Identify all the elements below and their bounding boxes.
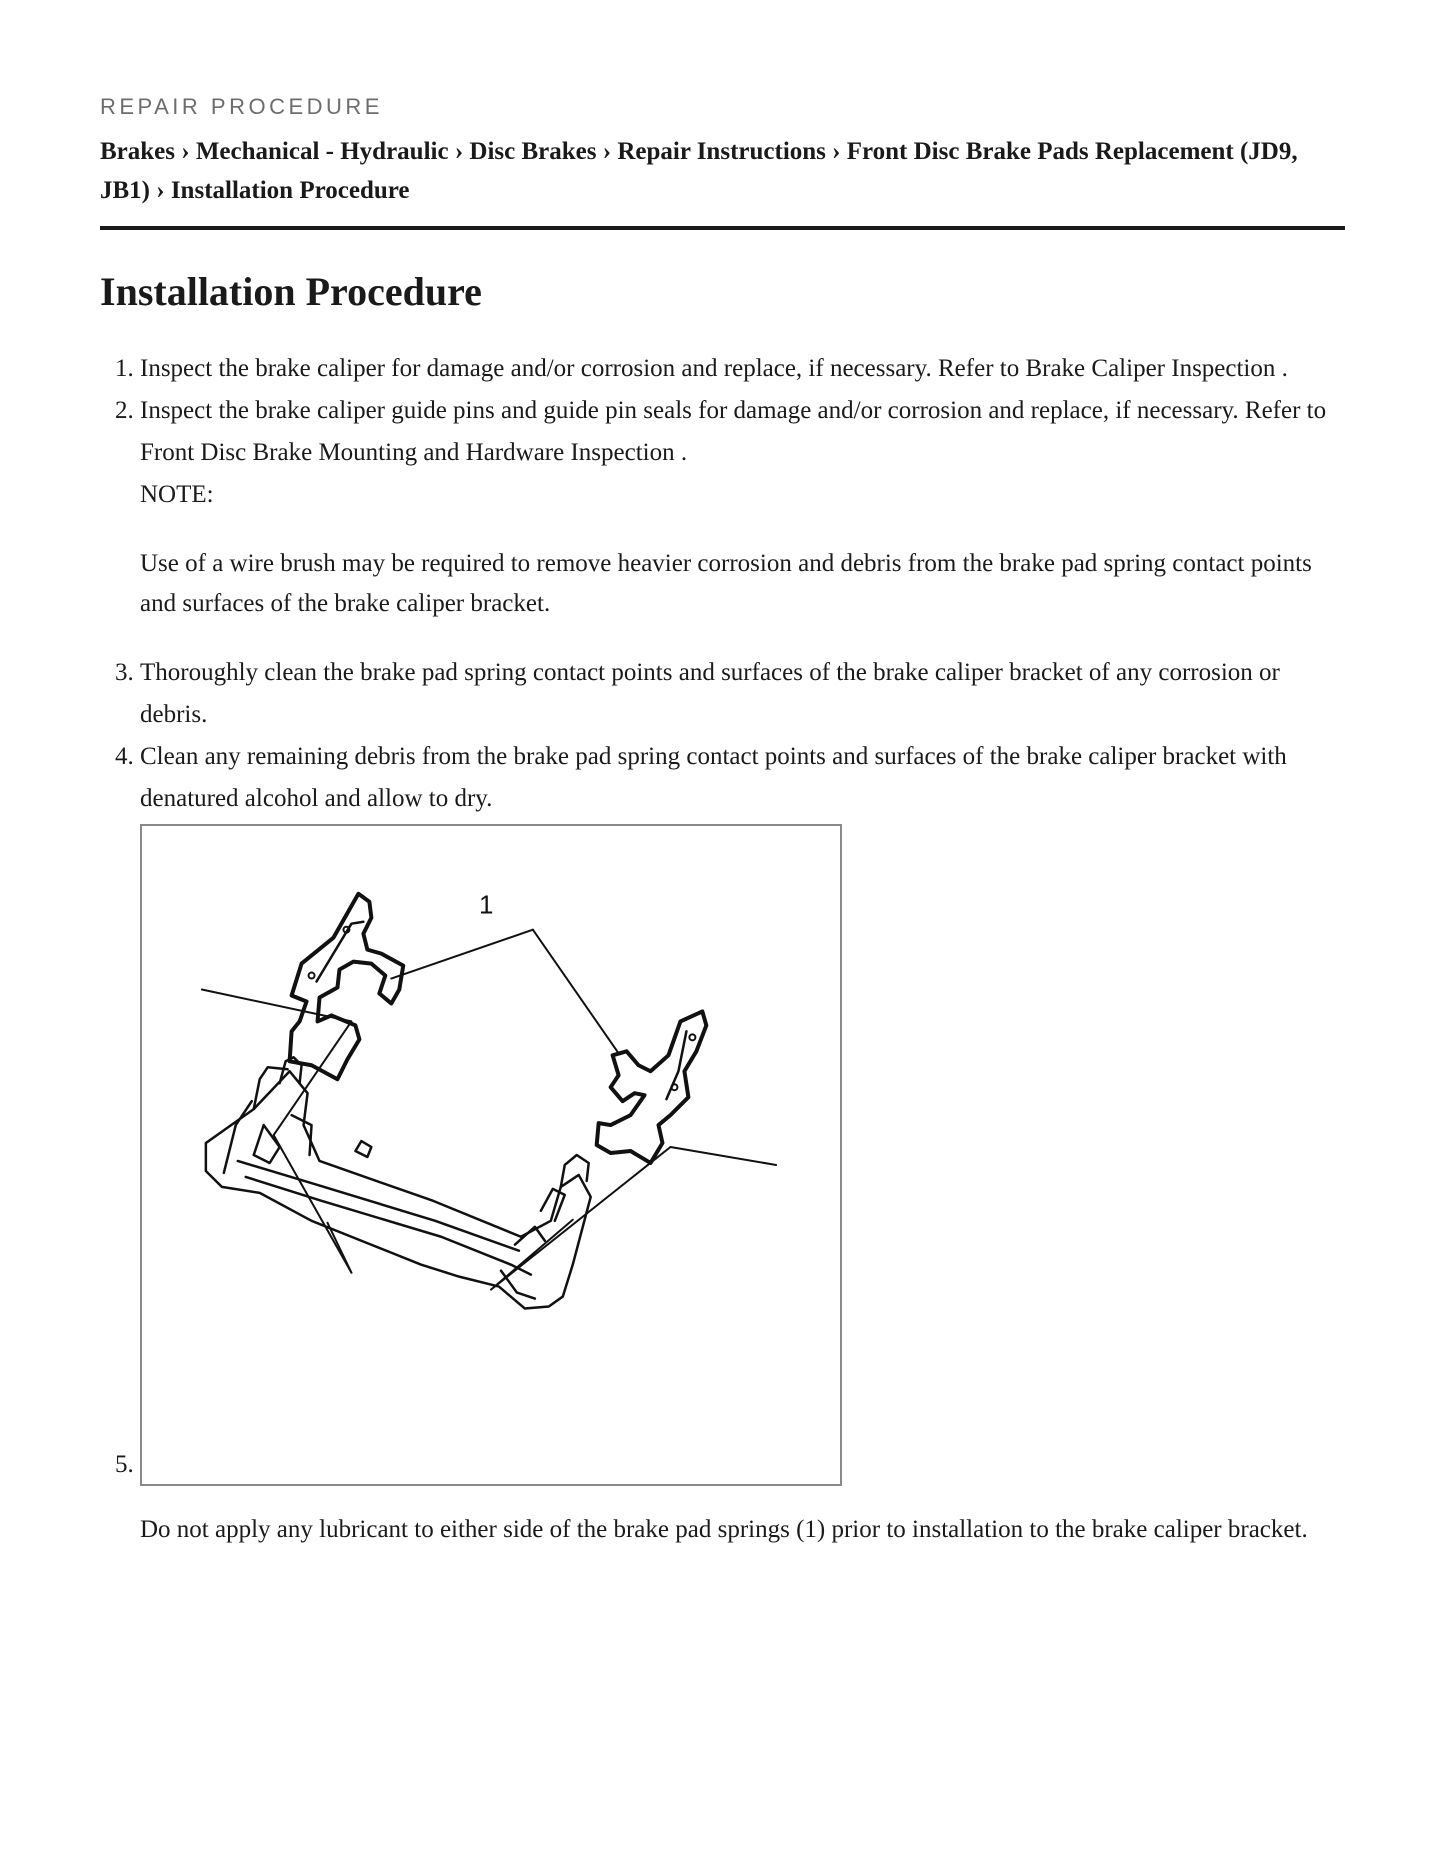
step-4 [140, 736, 1345, 820]
document-page [100, 92, 1345, 1551]
brake-pad-springs-illustration [140, 824, 842, 1486]
left-brake-pad-spring [290, 894, 404, 1079]
breadcrumb-separator: › [181, 138, 196, 165]
step-2 [140, 390, 1345, 624]
step-3 [140, 652, 1345, 736]
step-text: Inspect the brake caliper for damage and/or corrosion and replace, if necessary. Refer to Brake Caliper Inspection . [140, 355, 1288, 382]
breadcrumb-item-front-disc-brake-pads[interactable]: Front Disc Brake Pads Replacement (JD9, JB1) [100, 138, 1298, 204]
note-text: Use of a wire brush may be required to remove heavier corrosion and debris from the brake pad spring contact points and surfaces of the brake caliper bracket. [140, 550, 1312, 617]
breadcrumb-item-repair-instructions[interactable]: Repair Instructions [617, 138, 826, 165]
step-1 [140, 348, 1345, 390]
procedure-steps [100, 348, 1345, 1551]
step-text: Clean any remaining debris from the brake pad spring contact points and surfaces of the brake caliper bracket with denatured alcohol and allow to dry. [140, 743, 1287, 812]
breadcrumb-separator: › [156, 177, 171, 204]
breadcrumb [100, 132, 1345, 230]
breadcrumb-item-brakes[interactable]: Brakes [100, 138, 175, 165]
callout-leader-lines [391, 930, 618, 1054]
breadcrumb-item-mechanical-hydraulic[interactable]: Mechanical - Hydraulic [195, 138, 449, 165]
breadcrumb-separator: › [602, 138, 618, 165]
breadcrumb-item-disc-brakes[interactable]: Disc Brakes [469, 138, 597, 165]
step-text: Inspect the brake caliper guide pins and guide pin seals for damage and/or corrosion and replace, if necessary. Refer to Front Disc Brake Mounting and Hardware Inspection . [140, 397, 1327, 466]
page-title: Installation Procedure [100, 269, 482, 314]
breadcrumb-separator: › [454, 138, 470, 165]
section-eyebrow: REPAIR PROCEDURE [100, 94, 383, 119]
breadcrumb-separator: › [832, 138, 847, 165]
step-5 [140, 820, 1345, 1551]
breadcrumb-item-installation-procedure: Installation Procedure [170, 177, 410, 204]
note-label: NOTE: [140, 481, 214, 508]
right-brake-pad-spring [597, 1011, 707, 1163]
callout-label: 5. 1 [479, 891, 494, 920]
step-text: Thoroughly clean the brake pad spring contact points and surfaces of the brake caliper bracket of any corrosion or debris. [140, 659, 1280, 728]
step-text: Do not apply any lubricant to either side of the brake pad springs (1) prior to installation to the brake caliper bracket. [140, 1516, 1308, 1543]
caliper-bracket [206, 1057, 591, 1308]
